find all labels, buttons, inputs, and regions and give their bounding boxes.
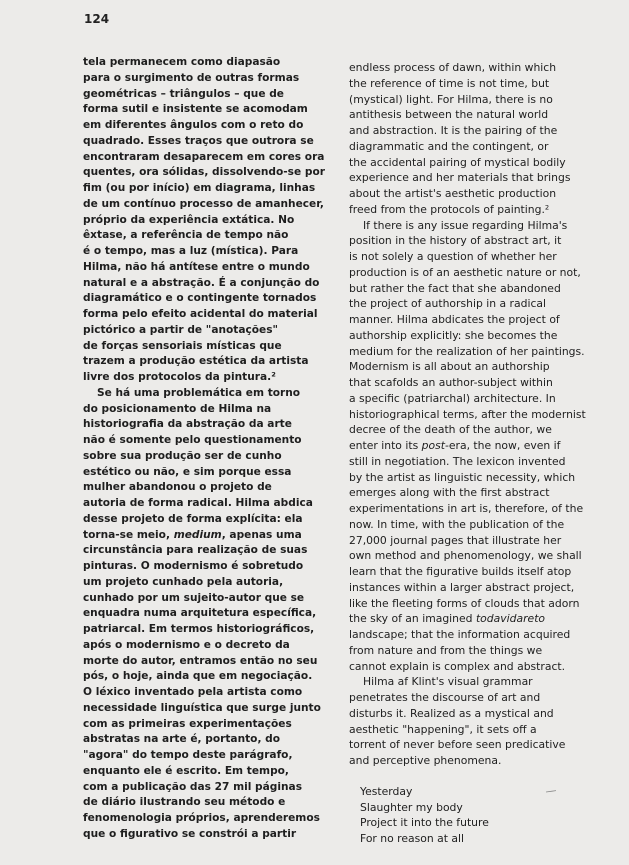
text-line: morte do autor, entramos então no seu (83, 654, 318, 667)
text-line: enquanto ele é escrito. Em tempo, (83, 764, 289, 777)
paragraph-start-line: Hilma af Klint's visual grammar (363, 675, 533, 689)
text-line: natural e a abstração. É a conjunção do (83, 276, 320, 289)
text-line: encontraram desaparecem em cores ora (83, 150, 325, 163)
text-line: and abstraction. It is the pairing of the (349, 124, 558, 137)
text-line: é o tempo, mas a luz (mística). Para (83, 245, 299, 257)
text-run: , apenas uma (221, 528, 302, 541)
italic-term: medium (173, 528, 222, 541)
text-line: and perceptive phenomena. (349, 754, 502, 767)
text-line: para o surgimento de outras formas (83, 71, 300, 84)
text-line: instances within a larger abstract project, (349, 580, 575, 594)
text-line: sobre sua produção ser de cunho (83, 449, 282, 462)
poem-line: For no reason at all (360, 832, 465, 845)
text-line: about the artist's aesthetic production (349, 187, 557, 200)
text-line: pictórico a partir de "anotações" (83, 323, 279, 336)
text-line: medium for the realization of her paintings. (349, 344, 585, 358)
text-line: um projeto cunhado pela autoria, (83, 575, 284, 588)
text-line: production is of an aesthetic nature or not, (349, 265, 581, 279)
text-line: diagramático e o contingente tornados (83, 292, 317, 305)
text-line: is not solely a question of whether her (349, 250, 557, 263)
text-line: Hilma, não há antítese entre o mundo (83, 260, 310, 273)
poem-line: Yesterday (360, 784, 413, 798)
paragraph-start-line: If there is any issue regarding Hilma's (363, 218, 568, 232)
text-line: that scafolds an author-subject within (349, 376, 553, 389)
text-line: após o modernismo e o decreto da (83, 638, 290, 651)
stanza-gap (349, 769, 589, 784)
text-line: diagrammatic and the contingent, or (349, 139, 549, 153)
text-line: experience and her materials that brings (349, 171, 571, 185)
text-line: aesthetic "happening", it sets off a (349, 722, 537, 736)
text-line: estético ou não, e sim porque essa (83, 465, 292, 478)
text-line: antithesis between the natural world (349, 108, 549, 122)
text-line: but rather the fact that she abandoned (349, 281, 561, 295)
text-line: que o figurativo se constrói a partir (83, 827, 297, 840)
text-line: 27,000 journal pages that illustrate her (349, 533, 562, 547)
text-line: decree of the death of the author, we (349, 423, 552, 437)
text-line: the accidental pairing of mystical bodily (349, 155, 566, 169)
poem-line: Project it into the future (360, 816, 489, 830)
text-line: the reference of time is not time, but (349, 76, 550, 90)
text-line: forma pelo efeito acidental do material (83, 308, 318, 320)
text-line: still in negotiation. The lexicon invented (349, 454, 566, 468)
english-text-column (349, 60, 589, 847)
text-line: forma sutil e insistente se acomodam (83, 103, 308, 116)
text-line: desse projeto de forma explícita: ela (83, 512, 303, 525)
text-line: mulher abandonou o projeto de (83, 481, 272, 494)
text-line: quentes, ora sólidas, dissolvendo-se por (83, 166, 325, 179)
text-line: pinturas. O modernismo é sobretudo (83, 560, 304, 572)
text-run: torna-se meio, (83, 528, 174, 541)
text-run: enter into its (349, 439, 422, 452)
text-line: a specific (patriarchal) architecture. In (349, 391, 556, 405)
text-line: trazem a produção estética da artista (83, 355, 309, 368)
text-line: historiographical terms, after the modernist (349, 407, 586, 421)
text-line: livre dos protocolos da pintura.² (83, 371, 276, 383)
text-line: experimentations in art is, therefore, of the (349, 502, 584, 515)
text-line: fenomenologia próprios, aprenderemos (83, 812, 320, 824)
text-line: fim (ou por início) em diagrama, linhas (83, 182, 316, 194)
text-line: O léxico inventado pela artista como (83, 686, 303, 698)
text-line: necessidade linguística que surge junto (83, 701, 321, 714)
text-line: Modernism is all about an authorship (349, 360, 550, 374)
text-line: historiografia da abstração da arte (83, 418, 292, 431)
text-run: the sky of an imagined (349, 612, 476, 626)
text-line: de diário ilustrando seu método e (83, 796, 286, 809)
text-line: landscape; that the information acquired (349, 628, 571, 641)
text-line: authorship explicitly: she becomes the (349, 328, 558, 342)
text-line: não é somente pelo questionamento (83, 434, 302, 446)
text-line: pós, o hoje, ainda que em negociação. (83, 670, 313, 683)
text-line: now. In time, with the publication of the (349, 517, 565, 531)
text-line: de um contínuo processo de amanhecer, (83, 197, 324, 210)
text-line: abstratas na arte é, portanto, do (83, 733, 281, 746)
text-line: quadrado. Esses traços que outrora se (83, 134, 314, 147)
text-line: patriarcal. Em termos historiográficos, (83, 623, 315, 635)
text-line: cunhado por um sujeito-autor que se (83, 591, 305, 604)
text-line: êxtase, a referência de tempo não (83, 229, 289, 242)
text-line: like the fleeting forms of clouds that adorn (349, 596, 580, 610)
text-line: em diferentes ângulos com o reto do (83, 119, 304, 131)
text-line: "agora" do tempo deste parágrafo, (83, 749, 293, 761)
text-line: emerges along with the first abstract (349, 486, 550, 500)
text-line: by the artist as linguistic necessity, which (349, 470, 576, 484)
text-line: autoria de forma radical. Hilma abdica (83, 497, 313, 509)
text-line (83, 528, 345, 544)
page-number: 124 (84, 12, 110, 26)
text-line: the project of authorship in a radical (349, 297, 547, 311)
text-line: freed from the protocols of painting.² (349, 202, 550, 216)
poem-stanza (349, 784, 589, 847)
text-line: enquadra numa arquitetura específica, (83, 607, 317, 620)
text-line: torrent of never before seen predicative (349, 738, 566, 752)
text-line (349, 438, 589, 454)
text-line: manner. Hilma abdicates the project of (349, 313, 560, 326)
text-line: do posicionamento de Hilma na (83, 402, 272, 415)
text-line: position in the history of abstract art, it (349, 234, 562, 248)
text-line: com a publicação das 27 mil páginas (83, 780, 303, 793)
text-line: penetrates the discourse of art and (349, 691, 541, 704)
text-line: disturbs it. Realized as a mystical and (349, 706, 554, 720)
pen-mark (546, 790, 556, 793)
text-line: de forças sensoriais místicas que (83, 339, 282, 352)
poem-line: Slaughter my body (360, 800, 463, 814)
italic-term: todavidareto (475, 612, 546, 626)
text-line: learn that the figurative builds itself atop (349, 565, 572, 578)
text-line: from nature and from the things we (349, 643, 543, 657)
text-run: -era, the now, even if (444, 439, 561, 452)
text-line: (mystical) light. For Hilma, there is no (349, 92, 553, 106)
italic-term: post (421, 439, 445, 452)
text-line: tela permanecem como diapasão (83, 56, 281, 68)
text-line: own method and phenomenology, we shall (349, 549, 582, 563)
text-line: com as primeiras experimentações (83, 717, 292, 730)
text-line: cannot explain is complex and abstract. (349, 659, 566, 673)
portuguese-text-column (83, 55, 345, 843)
paragraph-start-line: Se há uma problemática em torno (97, 386, 301, 399)
text-line: circunstância para realização de suas (83, 544, 308, 557)
text-line: geométricas – triângulos – que de (83, 87, 284, 100)
text-line (349, 611, 589, 627)
text-line: próprio da experiência extática. No (83, 213, 295, 226)
text-line: endless process of dawn, within which (349, 61, 557, 74)
